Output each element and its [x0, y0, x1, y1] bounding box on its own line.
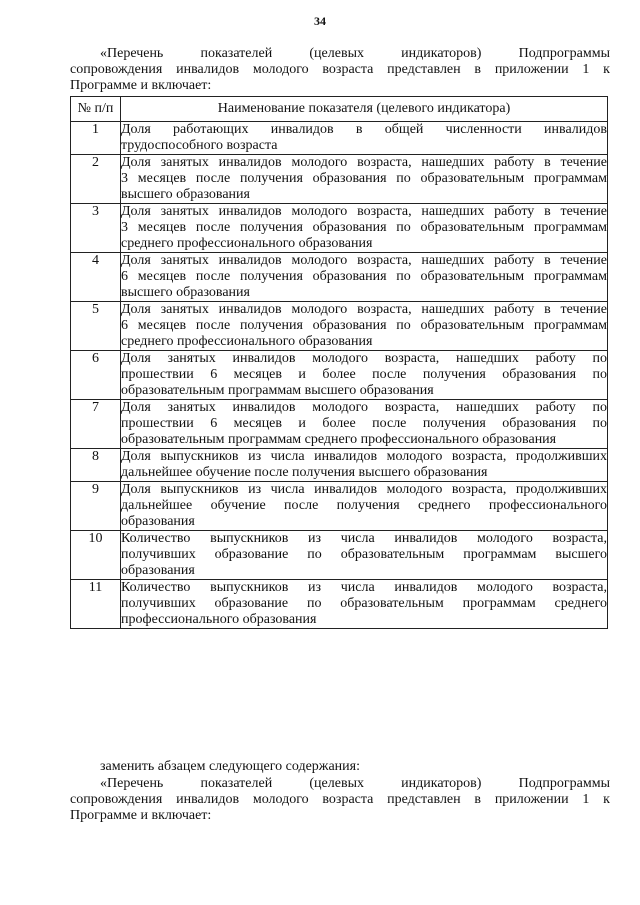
- table-row: [71, 253, 608, 302]
- indicator-name-line: дальнейшее обучение после получения среднего профессионального: [121, 498, 607, 513]
- row-number: 1: [71, 122, 121, 155]
- row-number: 7: [71, 400, 121, 449]
- row-number: 4: [71, 253, 121, 302]
- indicator-name-line: 6 месяцев после получения образования по образовательным программам: [121, 269, 607, 284]
- replacement-line-2: сопровождения инвалидов молодого возраста представлен в приложении 1 к: [70, 792, 610, 807]
- indicator-name-line: 3 месяцев после получения образования по образовательным программам: [121, 220, 607, 235]
- table-row: [71, 482, 608, 531]
- indicator-name-line: Количество выпускников из числа инвалидов молодого возраста,: [121, 580, 607, 595]
- table-row: [71, 155, 608, 204]
- indicators-table: [70, 96, 608, 629]
- row-number: 3: [71, 204, 121, 253]
- indicator-name-line: Доля выпускников из числа инвалидов молодого возраста, продолживших: [121, 482, 607, 497]
- row-indicator-name: [121, 449, 608, 482]
- indicator-name-line: прошествии 6 месяцев и более после получения образования по: [121, 367, 607, 382]
- indicator-name-line: Количество выпускников из числа инвалидов молодого возраста,: [121, 531, 607, 546]
- table-row: [71, 204, 608, 253]
- indicator-name-line: среднего профессионального образования: [121, 236, 373, 251]
- indicator-name-line: Доля занятых инвалидов молодого возраста, нашедших работу в течение: [121, 253, 607, 268]
- replacement-line-1: «Перечень показателей (целевых индикаторов) Подпрограммы: [100, 776, 610, 791]
- intro-line-3: Программе и включает:: [70, 78, 212, 93]
- table-body: [71, 122, 608, 629]
- row-indicator-name: [121, 155, 608, 204]
- row-indicator-name: [121, 580, 608, 629]
- indicator-name-line: высшего образования: [121, 285, 250, 300]
- indicator-name-line: Доля занятых инвалидов молодого возраста, нашедших работу в течение: [121, 155, 607, 170]
- table-row: [71, 351, 608, 400]
- indicator-name-line: Доля занятых инвалидов молодого возраста, нашедших работу по: [121, 400, 607, 415]
- row-number: 10: [71, 531, 121, 580]
- replace-instruction: заменить абзацем следующего содержания:: [100, 759, 360, 774]
- table-row: [71, 400, 608, 449]
- row-number: 8: [71, 449, 121, 482]
- row-number: 2: [71, 155, 121, 204]
- intro-line-1: «Перечень показателей (целевых индикаторов) Подпрограммы: [100, 46, 610, 61]
- table-row: [71, 531, 608, 580]
- table-row: [71, 302, 608, 351]
- row-number: 5: [71, 302, 121, 351]
- page-number: 34: [314, 14, 326, 28]
- indicator-name-line: трудоспособного возраста: [121, 138, 278, 153]
- indicator-name-line: прошествии 6 месяцев и более после получения образования по: [121, 416, 607, 431]
- row-indicator-name: [121, 253, 608, 302]
- row-number: 6: [71, 351, 121, 400]
- indicator-name-line: образования: [121, 563, 195, 578]
- indicator-name-line: 6 месяцев после получения образования по образовательным программам: [121, 318, 607, 333]
- indicator-name-line: получивших образование по образовательным программам среднего: [121, 596, 607, 611]
- indicator-name-line: дальнейшее обучение после получения высшего образования: [121, 465, 488, 480]
- replacement-line-3: Программе и включает:: [70, 808, 212, 823]
- row-indicator-name: [121, 122, 608, 155]
- intro-paragraph: [70, 46, 610, 94]
- indicator-name-line: образовательным программам высшего образования: [121, 383, 434, 398]
- indicator-name-line: Доля работающих инвалидов в общей численности инвалидов: [121, 122, 607, 137]
- header-number: № п/п: [71, 97, 121, 122]
- indicator-name-line: Доля занятых инвалидов молодого возраста, нашедших работу в течение: [121, 302, 607, 317]
- row-indicator-name: [121, 302, 608, 351]
- header-name: Наименование показателя (целевого индикатора): [121, 97, 608, 122]
- row-number: 11: [71, 580, 121, 629]
- indicator-name-line: 3 месяцев после получения образования по образовательным программам: [121, 171, 607, 186]
- row-indicator-name: [121, 204, 608, 253]
- indicator-name-line: Доля занятых инвалидов молодого возраста, нашедших работу в течение: [121, 204, 607, 219]
- row-indicator-name: [121, 531, 608, 580]
- indicator-name-line: профессионального образования: [121, 612, 317, 627]
- indicator-name-line: среднего профессионального образования: [121, 334, 373, 349]
- table-row: [71, 122, 608, 155]
- table-row: [71, 449, 608, 482]
- indicator-name-line: образования: [121, 514, 195, 529]
- indicator-name-line: Доля занятых инвалидов молодого возраста, нашедших работу по: [121, 351, 607, 366]
- indicator-name-line: получивших образование по образовательным программам высшего: [121, 547, 607, 562]
- indicator-name-line: образовательным программам среднего профессионального образования: [121, 432, 557, 447]
- table-row: [71, 580, 608, 629]
- table-header-row: [71, 97, 608, 122]
- row-indicator-name: [121, 351, 608, 400]
- indicator-name-line: высшего образования: [121, 187, 250, 202]
- intro-line-2: сопровождения инвалидов молодого возраста представлен в приложении 1 к: [70, 62, 610, 77]
- row-number: 9: [71, 482, 121, 531]
- row-indicator-name: [121, 482, 608, 531]
- indicator-name-line: Доля выпускников из числа инвалидов молодого возраста, продолживших: [121, 449, 607, 464]
- replacement-paragraph: [70, 776, 610, 824]
- row-indicator-name: [121, 400, 608, 449]
